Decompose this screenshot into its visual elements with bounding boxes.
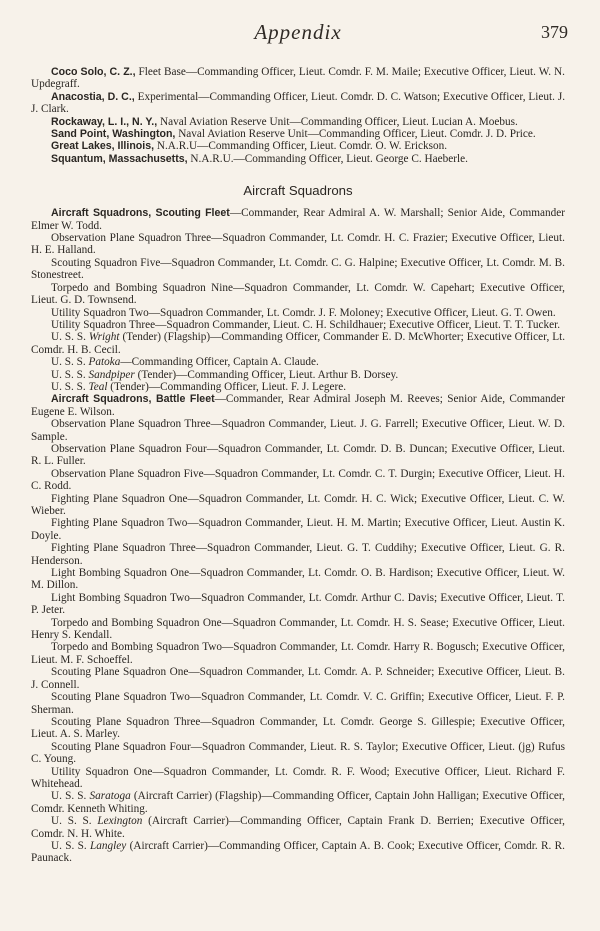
- ship-name: Lexington: [97, 815, 143, 828]
- squadron-entry: [31, 716, 565, 741]
- station-entry: [31, 66, 565, 91]
- entry-text: U. S. S.: [51, 331, 89, 344]
- battle-fleet-section: [31, 393, 565, 864]
- entry-text: (Aircraft Carrier)—Commanding Officer, Captain A. B. Cook; Executive Officer, Comdr. R. R. Paunack.: [31, 839, 565, 865]
- entry-text: U. S. S.: [51, 815, 98, 828]
- squadron-entry: [31, 381, 565, 393]
- squadron-entry: [31, 232, 565, 257]
- squadron-entry: [31, 592, 565, 617]
- entry-text: Scouting Plane Squadron Two—Squadron Commander, Lt. Comdr. V. C. Griffin; Executive Officer, Lieut. F. P. Sherman.: [31, 691, 565, 716]
- fleet-heading-text: —Commander, Rear Admiral Joseph M. Reeves; Senior Aide, Commander Eugene E. Wilson.: [31, 393, 565, 418]
- page-header: [31, 0, 568, 46]
- entry-text: Torpedo and Bombing Squadron One—Squadron Commander, Lt. Comdr. H. S. Sease; Executive Officer, Lieut. Henry S. Kendall.: [31, 616, 565, 642]
- station-name: Great Lakes, Illinois,: [51, 140, 155, 153]
- squadron-entry: [31, 257, 565, 282]
- entry-text: (Tender)—Commanding Officer, Lieut. Arthur B. Dorsey.: [134, 368, 399, 381]
- entry-text: (Tender) (Flagship)—Commanding Officer, Commander E. D. McWhorter; Executive Officer, Lt. Comdr. H. B. Cecil.: [31, 331, 566, 356]
- entry-text: Scouting Plane Squadron Four—Squadron Commander, Lieut. R. S. Taylor; Executive Officer, Lieut. (jg) Rufus C. Young.: [31, 740, 565, 766]
- squadron-entry: [31, 666, 565, 691]
- entry-text: Light Bombing Squadron One—Squadron Commander, Lt. Comdr. O. B. Hardison; Executive Officer, Lieut. W. M. Dillon.: [31, 567, 565, 592]
- entry-text: Utility Squadron One—Squadron Commander, Lt. Comdr. R. F. Wood; Executive Officer, Lieut. Richard F. Whitehead.: [31, 765, 565, 790]
- squadron-entry: [31, 331, 565, 356]
- squadron-entry: [31, 766, 565, 791]
- station-entry: [31, 140, 565, 152]
- entry-text: Utility Squadron Three—Squadron Commander, Lieut. C. H. Schildhauer; Executive Officer, Lieut. T. T. Tucker.: [51, 318, 561, 331]
- fleet-heading-label: Aircraft Squadrons, Scouting Fleet: [51, 207, 230, 220]
- entry-text: —Commanding Officer, Captain A. Claude.: [120, 356, 319, 369]
- entry-text: Torpedo and Bombing Squadron Two—Squadron Commander, Lt. Comdr. Harry R. Bogusch; Executive Officer, Lieut. M. F. Schoeffel.: [31, 641, 565, 666]
- squadron-entry: [31, 517, 565, 542]
- scouting-fleet-section: [31, 207, 565, 393]
- station-name: Sand Point, Washington,: [51, 128, 176, 141]
- entry-text: (Aircraft Carrier) (Flagship)—Commanding Officer, Captain John Halligan; Executive Officer, Comdr. Kenneth Whiting.: [31, 790, 565, 815]
- entry-text: U. S. S.: [51, 356, 89, 369]
- ship-name: Wright: [88, 331, 120, 344]
- squadron-entry: [31, 815, 565, 840]
- squadron-entry: [31, 691, 565, 716]
- ship-name: Patoka: [88, 356, 121, 369]
- entry-text: Utility Squadron Two—Squadron Commander, Lt. Comdr. J. F. Moloney; Executive Officer, Lieut. G. T. Owen.: [51, 306, 556, 319]
- section-heading: Aircraft Squadrons: [243, 183, 353, 199]
- squadron-entry: [31, 641, 565, 666]
- squadron-entry: [31, 468, 565, 493]
- station-entry: [31, 91, 565, 116]
- ship-name: Sandpiper: [88, 368, 135, 381]
- station-text: Naval Aviation Reserve Unit—Commanding Officer, Lieut. Lucian A. Moebus.: [157, 115, 518, 128]
- page-number: 379: [541, 22, 568, 42]
- entry-text: Torpedo and Bombing Squadron Nine—Squadron Commander, Lt. Comdr. W. Capehart; Executive Officer, Lieut. G. D. Townsend.: [31, 281, 565, 307]
- scouting-fleet-heading: [31, 207, 565, 232]
- squadron-entry: [31, 542, 565, 567]
- entry-text: Fighting Plane Squadron Three—Squadron Commander, Lieut. G. T. Cuddihy; Executive Officer, Lieut. G. R. Henderson.: [31, 542, 565, 567]
- squadron-entry: [31, 567, 565, 592]
- squadron-entry: [31, 840, 565, 865]
- entry-text: (Aircraft Carrier)—Commanding Officer, Captain Frank D. Berrien; Executive Officer, Comdr. N. H. White.: [31, 815, 565, 840]
- entry-text: U. S. S.: [51, 839, 91, 852]
- squadron-entry: [31, 319, 565, 331]
- entry-text: U. S. S.: [51, 380, 89, 393]
- squadron-entry: [31, 443, 565, 468]
- squadron-entry: [31, 493, 565, 518]
- squadron-entry: [31, 741, 565, 766]
- entry-text: Fighting Plane Squadron One—Squadron Commander, Lt. Comdr. H. C. Wick; Executive Officer, Lieut. C. W. Wieber.: [31, 492, 565, 517]
- entry-text: U. S. S.: [51, 790, 90, 803]
- entry-text: Observation Plane Squadron Four—Squadron Commander, Lt. Comdr. D. B. Duncan; Executive Officer, Lieut. R. L. Fuller.: [31, 442, 565, 468]
- ship-name: Teal: [88, 380, 108, 393]
- squadron-entry: [31, 369, 565, 381]
- squadron-entry: [31, 790, 565, 815]
- fleet-heading-text: —Commander, Rear Admiral A. W. Marshall; Senior Aide, Commander Elmer W. Todd.: [31, 207, 565, 232]
- station-name: Anacostia, D. C.,: [51, 90, 135, 103]
- entry-text: Observation Plane Squadron Five—Squadron Commander, Lt. Comdr. C. T. Durgin; Executive Officer, Lieut. H. C. Rodd.: [31, 467, 565, 493]
- squadron-entry: [31, 418, 565, 443]
- station-entry: [31, 153, 565, 165]
- station-entry: [31, 128, 565, 140]
- naval-stations-list: [31, 66, 565, 165]
- fleet-heading-label: Aircraft Squadrons, Battle Fleet: [51, 393, 215, 406]
- station-text: N.A.R.U.—Commanding Officer, Lieut. George C. Haeberle.: [187, 152, 468, 165]
- station-text: N.A.R.U—Commanding Officer, Lieut. Comdr. O. W. Erickson.: [154, 140, 448, 153]
- entry-text: Scouting Plane Squadron Three—Squadron Commander, Lt. Comdr. George S. Gillespie; Executive Officer, Lieut. A. S. Marley.: [31, 715, 565, 741]
- battle-fleet-heading: [31, 393, 565, 418]
- ship-name: Langley: [90, 839, 127, 852]
- station-name: Rockaway, L. I., N. Y.,: [51, 115, 158, 128]
- squadron-entry: [31, 282, 565, 307]
- station-text: Experimental—Commanding Officer, Lieut. Comdr. D. C. Watson; Executive Officer, Lieut. J. J. Clark.: [31, 90, 566, 116]
- entry-text: Observation Plane Squadron Three—Squadron Commander, Lt. Comdr. H. C. Frazier; Executive Officer, Lieut. H. E. Halland.: [31, 232, 565, 257]
- squadron-entry: [31, 307, 565, 319]
- entry-text: Scouting Plane Squadron One—Squadron Commander, Lt. Comdr. A. P. Schneider; Executive Officer, Lieut. B. J. Connell.: [31, 666, 565, 691]
- entry-text: Scouting Squadron Five—Squadron Commander, Lt. Comdr. C. G. Halpine; Executive Officer, Lt. Comdr. M. B. Stonestreet.: [31, 256, 565, 282]
- entry-text: (Tender)—Commanding Officer, Lieut. F. J. Legere.: [107, 380, 347, 393]
- entry-text: Observation Plane Squadron Three—Squadron Commander, Lieut. J. G. Farrell; Executive Officer, Lieut. W. D. Sample.: [31, 418, 565, 443]
- squadron-entry: [31, 617, 565, 642]
- station-entry: [31, 116, 565, 128]
- station-text: Fleet Base—Commanding Officer, Lieut. Comdr. F. M. Maile; Executive Officer, Lieut. W. N. Updegraff.: [31, 66, 565, 91]
- entry-text: U. S. S.: [51, 368, 89, 381]
- station-name: Coco Solo, C. Z.,: [51, 66, 136, 78]
- entry-text: Light Bombing Squadron Two—Squadron Commander, Lt. Comdr. Arthur C. Davis; Executive Officer, Lieut. T. P. Jeter.: [31, 591, 565, 617]
- station-name: Squantum, Massachusetts,: [51, 152, 188, 165]
- station-text: Naval Aviation Reserve Unit—Commanding Officer, Lieut. Comdr. J. D. Price.: [175, 128, 536, 141]
- squadron-entry: [31, 356, 565, 368]
- running-title: Appendix: [254, 20, 342, 44]
- ship-name: Saratoga: [89, 790, 131, 803]
- entry-text: Fighting Plane Squadron Two—Squadron Commander, Lieut. H. M. Martin; Executive Officer, Lieut. Austin K. Doyle.: [31, 517, 565, 542]
